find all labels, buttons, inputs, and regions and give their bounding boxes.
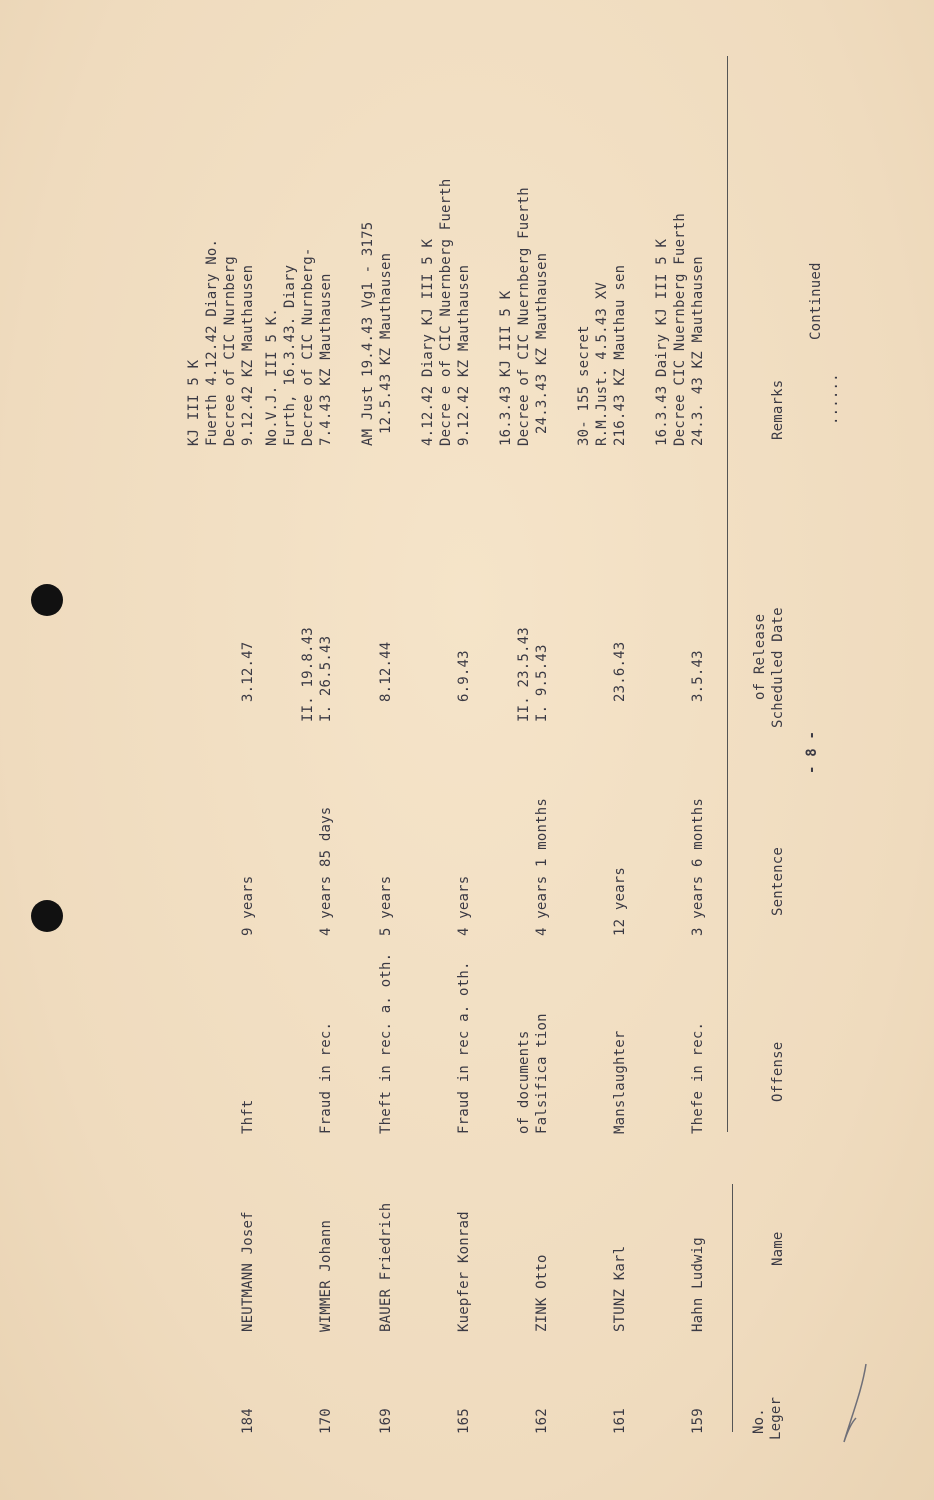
row-162-sentence: 4 years 1 months	[534, 797, 550, 936]
row-161-release: 23.6.43	[612, 641, 628, 702]
row-162-remarks-3: 16.3.43 KJ III 5 K	[498, 290, 514, 446]
row-170-offense: Fraud in rec.	[318, 1021, 334, 1134]
col-header-scheduled-date: Scheduled Date	[770, 607, 786, 728]
row-184-release: 3.12.47	[240, 641, 256, 702]
row-169-sentence: 5 years	[378, 875, 394, 936]
row-161-sentence: 12 years	[612, 866, 628, 936]
row-184-name: NEUTMANN Josef	[240, 1211, 256, 1332]
row-170-remarks-1: 7.4.43 KZ Mauthausen	[318, 273, 334, 446]
header-rule-right	[727, 56, 728, 1132]
row-159-sentence: 3 years 6 months	[690, 797, 706, 936]
row-184-remarks-4: KJ III 5 K	[186, 359, 202, 446]
row-169-offense: Theft in rec. a. oth.	[378, 952, 394, 1134]
page-number: - 8 -	[804, 730, 820, 774]
row-165-remarks-2: Decre e of CIC Nuernberg Fuerth	[438, 178, 454, 446]
row-165-remarks-1: 9.12.42 KZ Mauthausen	[456, 264, 472, 446]
row-161-remarks-3: 30- 155 secret	[576, 325, 592, 446]
header-rule-left	[732, 1184, 733, 1432]
row-162-release-1: I. 9.5.43	[534, 644, 550, 722]
row-184-sentence: 9 years	[240, 875, 256, 936]
row-170-remarks-4: No.V.J. III 5 K.	[264, 307, 280, 446]
row-159-no: 159	[690, 1408, 706, 1434]
row-184-remarks-2: Decree of CIC Nurnberg	[222, 256, 238, 446]
col-header-name: Name	[770, 1231, 786, 1266]
col-header-leger: Leger	[768, 1396, 784, 1440]
row-169-remarks-1: 12.5.43 KZ Mauthausen	[378, 252, 394, 434]
col-header-of-release: of Release	[752, 613, 768, 700]
row-162-offense-1: Falsifica tion	[534, 1013, 550, 1134]
row-184-remarks-3: Fuerth 4.12.42 Diary No.	[204, 238, 220, 446]
row-161-no: 161	[612, 1408, 628, 1434]
row-159-offense: Thefe in rec.	[690, 1021, 706, 1134]
row-184-no: 184	[240, 1408, 256, 1434]
row-170-release-1: I. 26.5.43	[318, 635, 334, 722]
row-169-name: BAUER Friedrich	[378, 1202, 394, 1332]
row-161-remarks-1: 216.43 KZ Mauthau sen	[612, 264, 628, 446]
col-header-offense: Offense	[770, 1041, 786, 1102]
col-header-sentence: Sentence	[770, 846, 786, 916]
row-159-remarks-3: 16.3.43 Dairy KJ III 5 K	[654, 238, 670, 446]
row-170-no: 170	[318, 1408, 334, 1434]
continued-label: Continued	[808, 262, 824, 340]
row-159-remarks-1: 24.3. 43 KZ Mauthausen	[690, 256, 706, 446]
row-170-remarks-3: Furth, 16.3.43. Diary	[282, 264, 298, 446]
row-159-release: 3.5.43	[690, 650, 706, 702]
col-header-remarks: Remarks	[770, 379, 786, 440]
row-161-name: STUNZ Karl	[612, 1245, 628, 1332]
col-header-leger-no: No.	[751, 1408, 767, 1434]
row-165-no: 165	[456, 1408, 472, 1434]
row-162-offense-2: of documents	[516, 1030, 532, 1134]
row-162-name: ZINK Otto	[534, 1254, 550, 1332]
row-161-offense: Manslaughter	[612, 1030, 628, 1134]
row-169-remarks-2: AM Just 19.4.43 Vg1 - 3175	[360, 221, 376, 446]
row-170-name: WIMMER Johann	[318, 1219, 334, 1332]
row-184-offense: Thft	[240, 1099, 256, 1134]
row-165-remarks-3: 4.12.42 Diary KJ III 5 K	[420, 238, 436, 446]
row-162-remarks-2: Decree of CIC Nuernberg Fuerth	[516, 187, 532, 446]
row-184-remarks-1: 9.12.42 KZ Mauthausen	[240, 264, 256, 446]
row-165-offense: Fraud in rec a. oth.	[456, 961, 472, 1134]
row-162-release-2: II. 23.5.43	[516, 627, 532, 722]
row-159-name: Hahn Ludwig	[690, 1237, 706, 1332]
row-161-remarks-2: R.M.Just. 4.5.43 XV	[594, 282, 610, 446]
row-162-no: 162	[534, 1408, 550, 1434]
row-165-sentence: 4 years	[456, 875, 472, 936]
row-169-no: 169	[378, 1408, 394, 1434]
row-165-release: 6.9.43	[456, 650, 472, 702]
row-165-name: Kuepfer Konrad	[456, 1211, 472, 1332]
row-169-release: 8.12.44	[378, 641, 394, 702]
row-162-remarks-1: 24.3.43 KZ Mauthausen	[534, 252, 550, 434]
continued-mark: ......	[825, 373, 841, 425]
row-170-sentence: 4 years 85 days	[318, 806, 334, 936]
row-170-remarks-2: Decree of CIC Nurnberg-	[300, 247, 316, 446]
row-170-release-2: II. 19.8.43	[300, 627, 316, 722]
row-159-remarks-2: Decree CIC Nuernberg Fuerth	[672, 213, 688, 446]
